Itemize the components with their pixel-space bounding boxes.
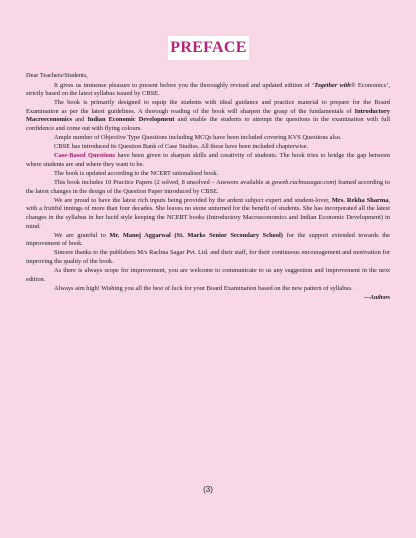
paragraph-7: This book includes 10 Practice Papers (2 solved, 8 unsolved – Answers available at goweb.rachnasagar.com) framed according to the latest changes in the design of the Question Paper introduced by CBSE. [26,179,390,195]
paragraph-10: Sincere thanks to the publishers M/s Rachna Sagar Pvt. Ltd. and their staff, for their continuous encouragement and motivation for improving the quality of the book. [26,249,390,265]
paragraph-12: Always aim high! Wishing you all the best of luck for your Board Examination based on the new pattern of syllabus. [54,284,353,292]
paragraph-9: We are grateful to Mr. Manoj Aggarwal (St. Marks Senior Secondary School) for the support extended towards the improvement of book. [26,231,391,248]
page-number: (3) [203,485,213,494]
salutation: Dear Teachers/Students, [26,72,88,79]
website-link[interactable]: goweb.rachnasagar.com [271,179,335,187]
case-based-label: Case-Based Questions [54,152,116,160]
book-title: Together with [314,81,351,89]
paragraph-3: Ample number of Objective Type Questions including MCQs have been included covering KVS Questions also. [54,134,342,142]
paragraph-2: The book is primarily designed to equip the students with ideal guidance and practice material to prepare for the Board Examination as per the latest guidelines. A thorough reading of the book will sharpen the grasp of the fundamentals of Introductory Macroeconomics and Indian Economic Development and enable the students to attempt the questions in the examination with full confidence and come out with flying colours. [26,99,390,133]
paragraph-11: As there is always scope for improvement, you are welcome to communicate to us any suggestion and improvement in the next edition. [26,267,390,283]
paragraph-8: We are proud to have the latest rich inputs being provided by the ardent subject expert and student-lover, Mrs. Rekha Sharma, with a fruitful innings of more than four decades. She leaves no stone unturned for the benefit of students. She has incorporated all the latest changes in the syllabus in her lucid style keeping the NCERT books (Introductory Macroeconomics and Indian Economic Development) in mind. [26,196,390,230]
signature: —Authors [363,295,390,302]
title-box [168,36,249,60]
paragraph-6: The book is updated according to the NCERT rationalised book. [54,170,219,178]
preface-body [26,72,390,303]
paragraph-1: It gives us immense pleasure to present before you the thoroughly revised and updated edition of ‘Together with® Economics’, strictly based on the latest syllabus issued by CBSE. [26,81,390,98]
page-title: PREFACE [170,39,247,56]
paragraph-4: CBSE has introduced its Question Bank of Case Studies. All these have been included chapterwise. [54,143,309,151]
paragraph-5: Case-Based Questions have been given to sharpen skills and creativity of students. The book tries to bridge the gap between where students are and where they want to be. [26,152,390,168]
